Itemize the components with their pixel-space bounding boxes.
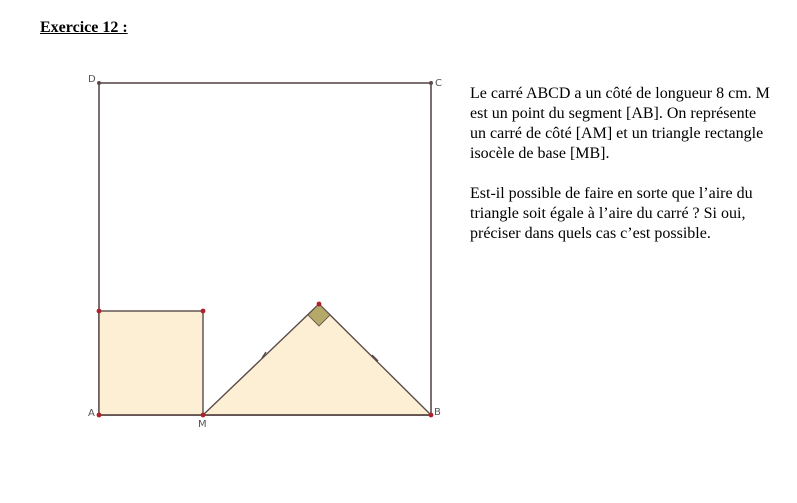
- square-am: [99, 311, 203, 415]
- label-m: M: [198, 419, 207, 430]
- statement-paragraph-2: Est-il possible de faire en sorte que l’aire du triangle soit égale à l’aire du carré ? Si oui, préciser dans quels cas c’est possible.: [470, 185, 753, 242]
- statement-paragraph-1: Le carré ABCD a un côté de longueur 8 cm. M est un point du segment [AB]. On représente un carré de côté [AM] et un triangle rectangle isocèle de base [MB].: [470, 85, 770, 162]
- exercise-title: Exercice 12 :: [40, 19, 128, 36]
- point-triangle-apex: [317, 302, 322, 307]
- point-m: [201, 413, 206, 418]
- point-small-square-top-left: [97, 309, 102, 314]
- label-b: B: [434, 407, 441, 418]
- point-d: [97, 81, 101, 85]
- label-d: D: [88, 74, 96, 85]
- point-c: [429, 81, 433, 85]
- label-a: A: [88, 408, 95, 419]
- point-b: [429, 413, 434, 418]
- point-a: [97, 413, 102, 418]
- label-c: C: [435, 78, 442, 89]
- point-small-square-top-right: [201, 309, 206, 314]
- exercise-statement: [470, 84, 775, 264]
